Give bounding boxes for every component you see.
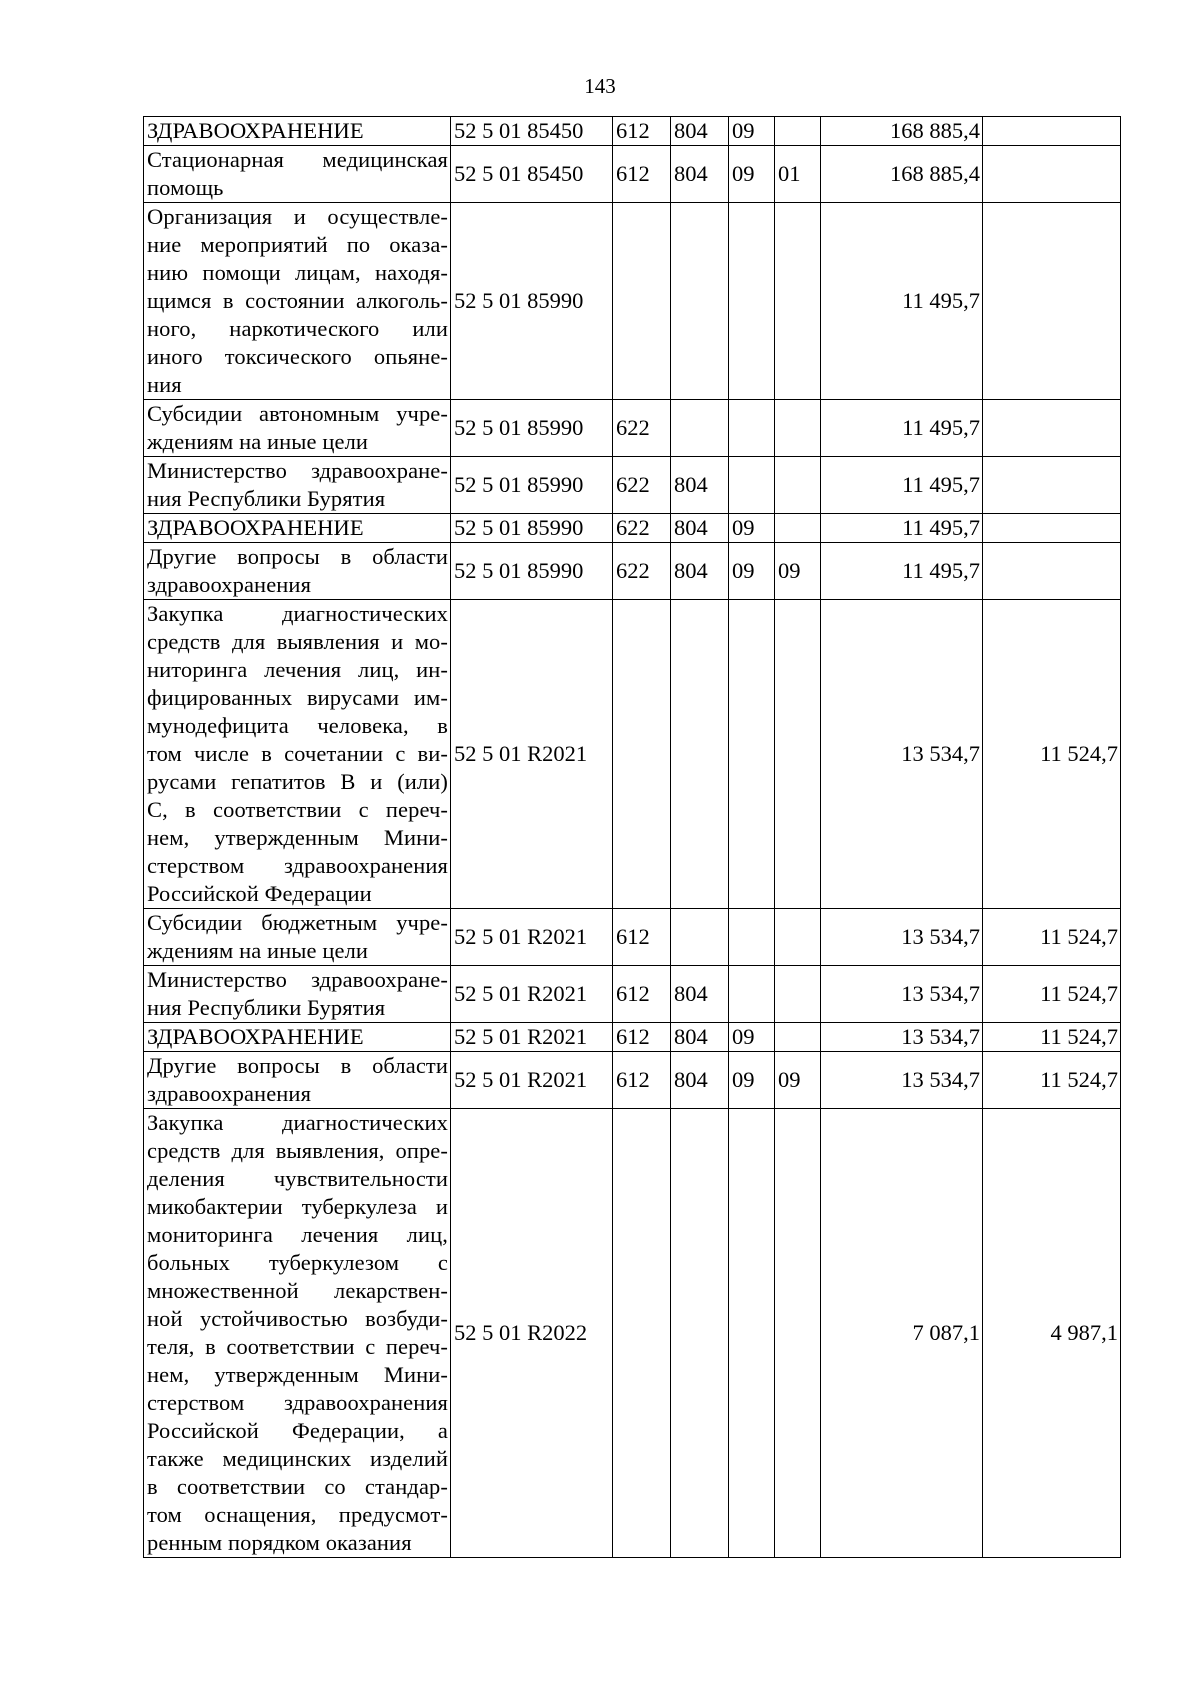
target-code-cell: 52 5 01 R2021: [451, 1052, 613, 1109]
item-name-line: Министерство здравоохране-: [147, 967, 448, 992]
section-cell: [729, 400, 775, 457]
subsection-cell: [775, 117, 821, 146]
section-cell: 09: [729, 543, 775, 600]
ministry-code-cell: 804: [671, 1052, 729, 1109]
item-name-line: мониторинга лечения лиц,: [147, 1222, 448, 1247]
item-name-line: ной устойчивостью возбуди-: [147, 1306, 448, 1331]
expense-type-cell: [613, 203, 671, 400]
table-row: [144, 1052, 1121, 1109]
subsection-cell: [775, 1109, 821, 1558]
section-cell: [729, 909, 775, 966]
item-name-line: ниторинга лечения лиц, ин-: [147, 657, 448, 682]
budget-table: [143, 116, 1121, 1558]
item-name-line: помощь: [147, 175, 224, 200]
subsection-cell: [775, 514, 821, 543]
subsection-cell: [775, 400, 821, 457]
item-name-cell: [144, 1109, 451, 1558]
expense-type-cell: 622: [613, 514, 671, 543]
item-name-cell: [144, 543, 451, 600]
expense-type-cell: 622: [613, 400, 671, 457]
target-code-cell: 52 5 01 R2021: [451, 909, 613, 966]
table-row: [144, 514, 1121, 543]
table-row: [144, 400, 1121, 457]
target-code-cell: 52 5 01 R2022: [451, 1109, 613, 1558]
subsection-cell: [775, 457, 821, 514]
amount-second-cell: [983, 117, 1121, 146]
item-name-line: иного токсического опьяне-: [147, 344, 448, 369]
ministry-code-cell: [671, 1109, 729, 1558]
amount-first-cell: 13 534,7: [821, 966, 983, 1023]
item-name-line: теля, в соответствии с переч-: [147, 1334, 448, 1359]
section-cell: [729, 600, 775, 909]
table-row: [144, 966, 1121, 1023]
item-name-line: С, в соответствии с переч-: [147, 797, 448, 822]
amount-second-cell: 11 524,7: [983, 600, 1121, 909]
amount-first-cell: 13 534,7: [821, 600, 983, 909]
target-code-cell: 52 5 01 85450: [451, 117, 613, 146]
item-name-line: нем, утвержденным Мини-: [147, 825, 448, 850]
amount-first-cell: 11 495,7: [821, 543, 983, 600]
amount-first-cell: 168 885,4: [821, 146, 983, 203]
item-name-line: ЗДРАВООХРАНЕНИЕ: [147, 118, 364, 143]
item-name-cell: [144, 1023, 451, 1052]
target-code-cell: 52 5 01 85990: [451, 543, 613, 600]
expense-type-cell: [613, 600, 671, 909]
subsection-cell: [775, 203, 821, 400]
subsection-cell: [775, 909, 821, 966]
item-name-line: Российской Федерации: [147, 881, 372, 906]
item-name-line: ренным порядком оказания: [147, 1530, 412, 1555]
table-row: [144, 600, 1121, 909]
section-cell: 09: [729, 1023, 775, 1052]
amount-second-cell: [983, 203, 1121, 400]
table-row: [144, 1109, 1121, 1558]
item-name-cell: [144, 909, 451, 966]
item-name-cell: [144, 966, 451, 1023]
expense-type-cell: 612: [613, 117, 671, 146]
subsection-cell: 09: [775, 1052, 821, 1109]
item-name-line: Организация и осуществле-: [147, 204, 448, 229]
ministry-code-cell: 804: [671, 457, 729, 514]
item-name-cell: [144, 146, 451, 203]
amount-first-cell: 11 495,7: [821, 457, 983, 514]
target-code-cell: 52 5 01 85990: [451, 203, 613, 400]
amount-first-cell: 11 495,7: [821, 203, 983, 400]
item-name-line: также медицинских изделий: [147, 1446, 448, 1471]
table-body: [144, 117, 1121, 1558]
section-cell: 09: [729, 514, 775, 543]
table-row: [144, 909, 1121, 966]
section-cell: 09: [729, 1052, 775, 1109]
section-cell: [729, 966, 775, 1023]
target-code-cell: 52 5 01 R2021: [451, 600, 613, 909]
item-name-line: щимся в состоянии алкоголь-: [147, 288, 448, 313]
amount-second-cell: 11 524,7: [983, 1023, 1121, 1052]
item-name-cell: [144, 457, 451, 514]
ministry-code-cell: 804: [671, 1023, 729, 1052]
expense-type-cell: 612: [613, 966, 671, 1023]
item-name-line: деления чувствительности: [147, 1166, 448, 1191]
table-row: [144, 203, 1121, 400]
target-code-cell: 52 5 01 85990: [451, 514, 613, 543]
table-row: [144, 117, 1121, 146]
subsection-cell: [775, 966, 821, 1023]
item-name-line: Министерство здравоохране-: [147, 458, 448, 483]
item-name-line: Субсидии автономным учре-: [147, 401, 448, 426]
item-name-line: Закупка диагностических: [147, 1110, 448, 1135]
ministry-code-cell: 804: [671, 543, 729, 600]
item-name-line: Стационарная медицинская: [147, 147, 448, 172]
amount-second-cell: 11 524,7: [983, 1052, 1121, 1109]
subsection-cell: [775, 1023, 821, 1052]
item-name-line: нию помощи лицам, находя-: [147, 260, 448, 285]
amount-second-cell: 4 987,1: [983, 1109, 1121, 1558]
item-name-cell: [144, 1052, 451, 1109]
expense-type-cell: 612: [613, 909, 671, 966]
table-row: [144, 543, 1121, 600]
item-name-line: Другие вопросы в области: [147, 1053, 448, 1078]
item-name-cell: [144, 203, 451, 400]
amount-second-cell: [983, 400, 1121, 457]
item-name-line: ждениям на иные цели: [147, 429, 369, 454]
amount-second-cell: 11 524,7: [983, 966, 1121, 1023]
expense-type-cell: [613, 1109, 671, 1558]
item-name-line: том оснащения, предусмот-: [147, 1502, 448, 1527]
item-name-line: Субсидии бюджетным учре-: [147, 910, 448, 935]
target-code-cell: 52 5 01 R2021: [451, 1023, 613, 1052]
item-name-line: стерством здравоохранения: [147, 1390, 448, 1415]
amount-first-cell: 11 495,7: [821, 514, 983, 543]
table-row: [144, 457, 1121, 514]
item-name-line: русами гепатитов В и (или): [147, 769, 448, 794]
target-code-cell: 52 5 01 85990: [451, 400, 613, 457]
item-name-line: ния Республики Бурятия: [147, 995, 386, 1020]
item-name-line: средств для выявления, опре-: [147, 1138, 448, 1163]
item-name-cell: [144, 400, 451, 457]
section-cell: [729, 203, 775, 400]
item-name-line: нем, утвержденным Мини-: [147, 1362, 448, 1387]
item-name-line: в соответствии со стандар-: [147, 1474, 448, 1499]
subsection-cell: [775, 600, 821, 909]
item-name-line: ния Республики Бурятия: [147, 486, 386, 511]
amount-second-cell: 11 524,7: [983, 909, 1121, 966]
item-name-line: том числе в сочетании с ви-: [147, 741, 448, 766]
item-name-line: ного, наркотического или: [147, 316, 448, 341]
expense-type-cell: 612: [613, 146, 671, 203]
amount-second-cell: [983, 146, 1121, 203]
item-name-line: здравоохранения: [147, 572, 312, 597]
item-name-line: ЗДРАВООХРАНЕНИЕ: [147, 1024, 364, 1049]
item-name-line: больных туберкулезом с: [147, 1250, 448, 1275]
page-number: 143: [584, 74, 616, 98]
subsection-cell: 09: [775, 543, 821, 600]
amount-second-cell: [983, 457, 1121, 514]
section-cell: [729, 1109, 775, 1558]
item-name-line: ждениям на иные цели: [147, 938, 369, 963]
ministry-code-cell: [671, 600, 729, 909]
expense-type-cell: 622: [613, 457, 671, 514]
amount-first-cell: 7 087,1: [821, 1109, 983, 1558]
item-name-line: Закупка диагностических: [147, 601, 448, 626]
item-name-line: средств для выявления и мо-: [147, 629, 448, 654]
item-name-line: стерством здравоохранения: [147, 853, 448, 878]
amount-second-cell: [983, 543, 1121, 600]
expense-type-cell: 622: [613, 543, 671, 600]
expense-type-cell: 612: [613, 1052, 671, 1109]
item-name-line: мунодефицита человека, в: [147, 713, 448, 738]
target-code-cell: 52 5 01 R2021: [451, 966, 613, 1023]
ministry-code-cell: 804: [671, 117, 729, 146]
target-code-cell: 52 5 01 85450: [451, 146, 613, 203]
expense-type-cell: 612: [613, 1023, 671, 1052]
amount-first-cell: 13 534,7: [821, 1023, 983, 1052]
ministry-code-cell: 804: [671, 146, 729, 203]
amount-second-cell: [983, 514, 1121, 543]
ministry-code-cell: [671, 203, 729, 400]
amount-first-cell: 13 534,7: [821, 1052, 983, 1109]
item-name-line: множественной лекарствен-: [147, 1278, 448, 1303]
amount-first-cell: 11 495,7: [821, 400, 983, 457]
ministry-code-cell: [671, 909, 729, 966]
target-code-cell: 52 5 01 85990: [451, 457, 613, 514]
item-name-line: фицированных вирусами им-: [147, 685, 448, 710]
item-name-cell: [144, 514, 451, 543]
ministry-code-cell: 804: [671, 966, 729, 1023]
table-row: [144, 146, 1121, 203]
item-name-line: здравоохранения: [147, 1081, 312, 1106]
section-cell: [729, 457, 775, 514]
item-name-line: ЗДРАВООХРАНЕНИЕ: [147, 515, 364, 540]
ministry-code-cell: 804: [671, 514, 729, 543]
subsection-cell: 01: [775, 146, 821, 203]
section-cell: 09: [729, 146, 775, 203]
item-name-cell: [144, 117, 451, 146]
item-name-line: ния: [147, 372, 182, 397]
item-name-cell: [144, 600, 451, 909]
table-row: [144, 1023, 1121, 1052]
item-name-line: Российской Федерации, а: [147, 1418, 448, 1443]
ministry-code-cell: [671, 400, 729, 457]
item-name-line: Другие вопросы в области: [147, 544, 448, 569]
item-name-line: микобактерии туберкулеза и: [147, 1194, 448, 1219]
amount-first-cell: 13 534,7: [821, 909, 983, 966]
item-name-line: ние мероприятий по оказа-: [147, 232, 448, 257]
amount-first-cell: 168 885,4: [821, 117, 983, 146]
section-cell: 09: [729, 117, 775, 146]
